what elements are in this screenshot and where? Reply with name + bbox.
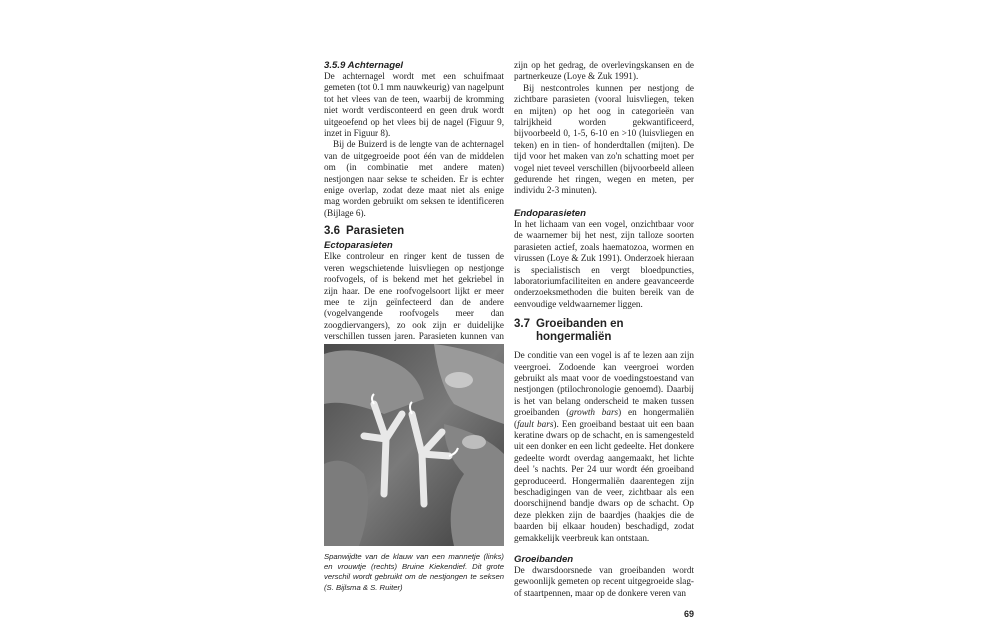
text-run: ) en hongermaliën (: [514, 407, 694, 429]
section-number: 3.6: [324, 225, 340, 238]
term-growth-bars: growth bars: [569, 407, 619, 418]
paragraph-achternagel-2: Bij de Buizerd is de lengte van de achternagel van de uitgegroeide poot één van de middelen om (in combinatie met andere maten) nestjongen naar sekse te scheiden. Er is echter enige overlap, zodat deze maat niet als enige mag worden gebruikt om seksen te identificeren (Bijlage 6).: [324, 139, 504, 218]
section-number: 3.7: [514, 318, 530, 331]
heading-groeibanden: Groeibanden: [514, 554, 574, 566]
left-column: [324, 60, 504, 354]
heading-3-5-9: 3.5.9 Achternagel: [324, 60, 404, 71]
paragraph-achternagel-1: De achternagel wordt met een schuifmaat gemeten (tot 0.1 mm nauwkeurig) van nagelpunt tot het vlees van de teen, waarbij de kromming niet wordt verdisconteerd en geen druk wordt uitgeoefend op het vlees bij de nagel (Figuur 9, inzet in Figuur 8).: [324, 71, 504, 139]
paragraph-groeibanden: De dwarsdoorsnede van groeibanden wordt gewoonlijk gemeten op recent uitgegroeide slag- of staartpennen, maar op de donkere veren van: [514, 565, 694, 598]
section-title: Parasieten: [346, 225, 405, 238]
paragraph-groeibanden-intro: [514, 350, 694, 544]
heading-ectoparasieten: Ectoparasieten: [324, 240, 393, 252]
claw-photo: [324, 344, 504, 546]
heading-endoparasieten: Endoparasieten: [514, 207, 586, 219]
page-number: 69: [683, 609, 694, 619]
heading-3-7: [514, 318, 694, 344]
section-title-line1: Groeibanden en: [536, 318, 624, 331]
paragraph-nestcontroles: Bij nestcontroles kunnen per nestjong de zichtbare parasieten (vooral luisvliegen, teken en mijten) op het oog in categorieën van talrijkheid worden gekwantificeerd, bijvoorbeeld 0, 1-5, 6-10 en >10 (luisvliegen en teken) en in tien- of honderdtallen (mijten). De tijd voor het maken van zo'n schatting moet per vogel niet teveel verschillen (bijvoorbeeld alleen gedurende het ringen, wegen en meten, per individu 2-3 minuten).: [514, 82, 694, 196]
text-run: ). Een groeiband bestaat uit een baan keratine dwars op de schacht, en is samengesteld uit een donker en een licht gedeelte. Het donkere gedeelte wordt overdag aangemaakt, het lichte deel 's nachts. Per 24 uur wordt één groeiband geproduceerd. Hongermaliën daarentegen zijn beschadigingen van de veer, zichtbaar als een doorschijnend bandje dwars op de schacht. Op deze plekken zijn de baardjes (haakjes die de baarden bij elkaar houden) beschadigd, zodat gemakkelijk veerbreuk kan ontstaan.: [514, 418, 694, 543]
heading-3-6: [324, 225, 504, 238]
section-title-line2: hongermaliën: [536, 331, 612, 344]
paragraph-endoparasieten: In het lichaam van een vogel, onzichtbaar voor de waarnemer bij het nest, zijn talloze soorten parasieten actief, zoals haematozoa, wormen en virussen (Loye & Zuk 1991). Onderzoek hieraan is specialistisch en vergt bloedpuncties, laboratoriumfaciliteiten en andere geavanceerde onderzoeksmethoden die buiten bereik van de eenvoudige veldwaarnemer liggen.: [514, 218, 694, 309]
right-column: [514, 60, 694, 599]
text-run: De conditie van een vogel is af te lezen aan zijn veergroei. Zodoende kan veergroei worden gebruikt als maat voor de voedingstoestand van nestjongen (ptilochronologie genoemd). Daarbij is het van belang onderscheid te maken tussen groeibanden (: [514, 350, 694, 418]
term-fault-bars: fault bars: [517, 418, 554, 429]
claw-photo-illustration: [324, 344, 504, 546]
paragraph-ectoparasieten: Elke controleur en ringer kent de tussen de veren wegschietende luisvliegen op nestjonge roofvogels, of is bekend met het gekriebel in zijn haar. De ene roofvogelsoort lijkt er meer mee te zijn geïnfecteerd dan de andere (vogelvangende roofvogels meer dan zoogdiervangers), zo ook zijn er duidelijke verschillen tussen jaren. Parasieten kunnen van: [324, 251, 504, 342]
paragraph-parasieten-cont: zijn op het gedrag, de overlevingskansen en de partnerkeuze (Loye & Zuk 1991).: [514, 60, 694, 82]
photo-caption: Spanwijdte van de klauw van een mannetje (links) en vrouwtje (rechts) Bruine Kiekendief. Dit grote verschil wordt gebruikt om de nestjongen te seksen (S. Bijlsma & S. Ruiter): [324, 552, 504, 592]
